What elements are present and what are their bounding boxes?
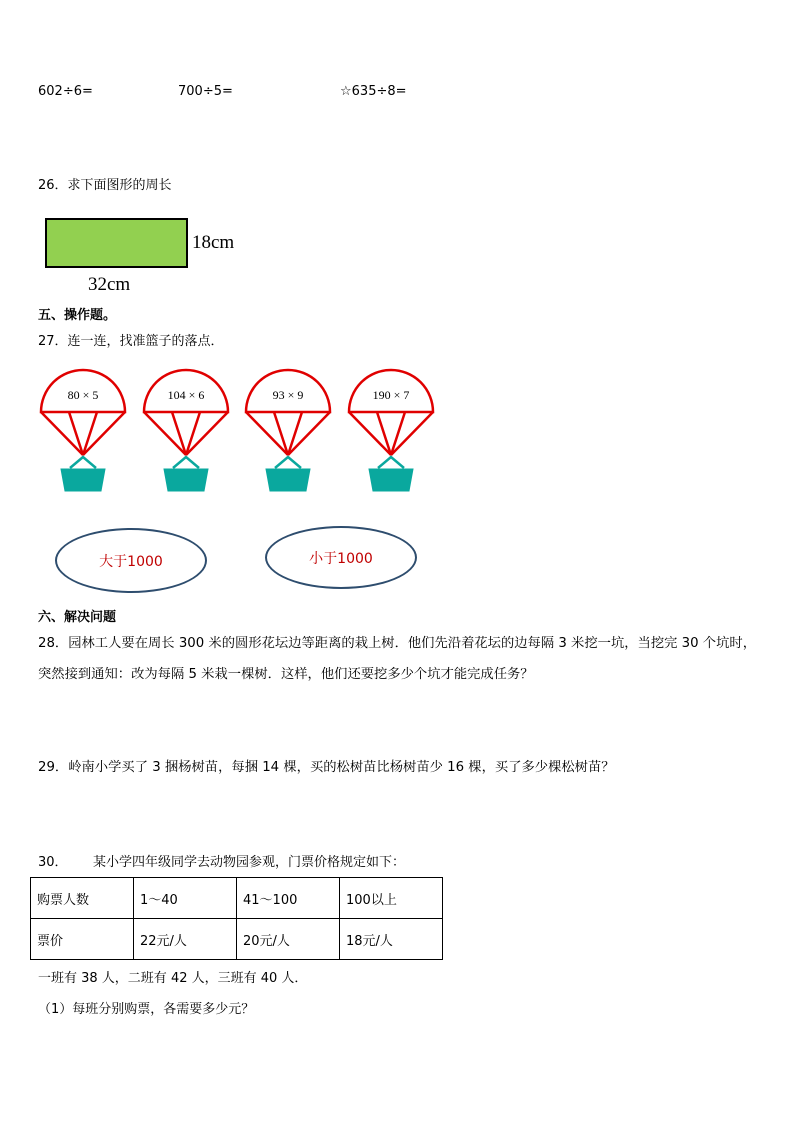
- target-less-label: 小于1000: [309, 550, 373, 567]
- basket-handle: [70, 457, 96, 468]
- parachute-2-label: 104 × 6: [167, 388, 205, 402]
- target-greater-than-1000[interactable]: [55, 528, 207, 593]
- table-cell: 22元/人: [134, 919, 237, 960]
- table-cell: 100以上: [340, 878, 443, 919]
- table-row: [31, 878, 443, 919]
- basket: [164, 469, 208, 491]
- question-29-text: 29．岭南小学买了 3 捆杨树苗，每捆 14 棵，买的松树苗比杨树苗少 16 棵，买了多少棵松树苗？: [38, 760, 615, 775]
- class-sizes: 一班有 38 人，二班有 42 人，三班有 40 人．: [38, 971, 308, 986]
- basket-handle: [275, 457, 301, 468]
- parachute-3-label: 93 × 9: [272, 388, 304, 402]
- target-greater-label: 大于1000: [99, 553, 163, 570]
- basket: [266, 469, 310, 491]
- table-cell: 18元/人: [340, 919, 443, 960]
- table-cell: 41～100: [237, 878, 340, 919]
- table-cell: 购票人数: [31, 878, 134, 919]
- question-28-line-2: 突然接到通知：改为每隔 5 米栽一棵树．这样，他们还要挖多少个坑才能完成任务？: [38, 667, 534, 682]
- basket-handle: [378, 457, 404, 468]
- table-cell: 票价: [31, 919, 134, 960]
- section-5-heading: 五、操作题。: [38, 308, 117, 323]
- division-problem-3: ☆635÷8=: [340, 84, 407, 99]
- division-problem-2: 700÷5=: [178, 84, 233, 99]
- ticket-price-table: [30, 877, 443, 960]
- table-cell: 20元/人: [237, 919, 340, 960]
- section-6-heading: 六、解决问题: [38, 610, 117, 625]
- basket-handle: [173, 457, 199, 468]
- rectangle-height-label: 18cm: [192, 232, 235, 253]
- green-rectangle: [45, 218, 188, 268]
- question-30-number: 30．: [38, 855, 68, 870]
- question-30-intro: 某小学四年级同学去动物园参观，门票价格规定如下：: [93, 855, 406, 870]
- question-30-sub-1: （1）每班分别购票，各需要多少元？: [38, 1002, 255, 1017]
- basket: [369, 469, 413, 491]
- table-cell: 1～40: [134, 878, 237, 919]
- target-less-than-1000[interactable]: [265, 526, 417, 589]
- table-row: [31, 919, 443, 960]
- question-26-title: 26．求下面图形的周长: [38, 178, 172, 193]
- question-27-title: 27．连一连，找准篮子的落点．: [38, 334, 224, 349]
- rectangle-width-label: 32cm: [88, 274, 131, 295]
- parachute-1-label: 80 × 5: [67, 388, 99, 402]
- question-28-line-1: 28．园林工人要在周长 300 米的圆形花坛边等距离的栽上树．他们先沿着花坛的边每隔 3 米挖一坑，当挖完 30 个坑时，: [38, 636, 756, 651]
- parachute-4-label: 190 × 7: [372, 388, 410, 402]
- parachutes-illustration: [0, 360, 794, 500]
- division-problem-1: 602÷6=: [38, 84, 93, 99]
- basket: [61, 469, 105, 491]
